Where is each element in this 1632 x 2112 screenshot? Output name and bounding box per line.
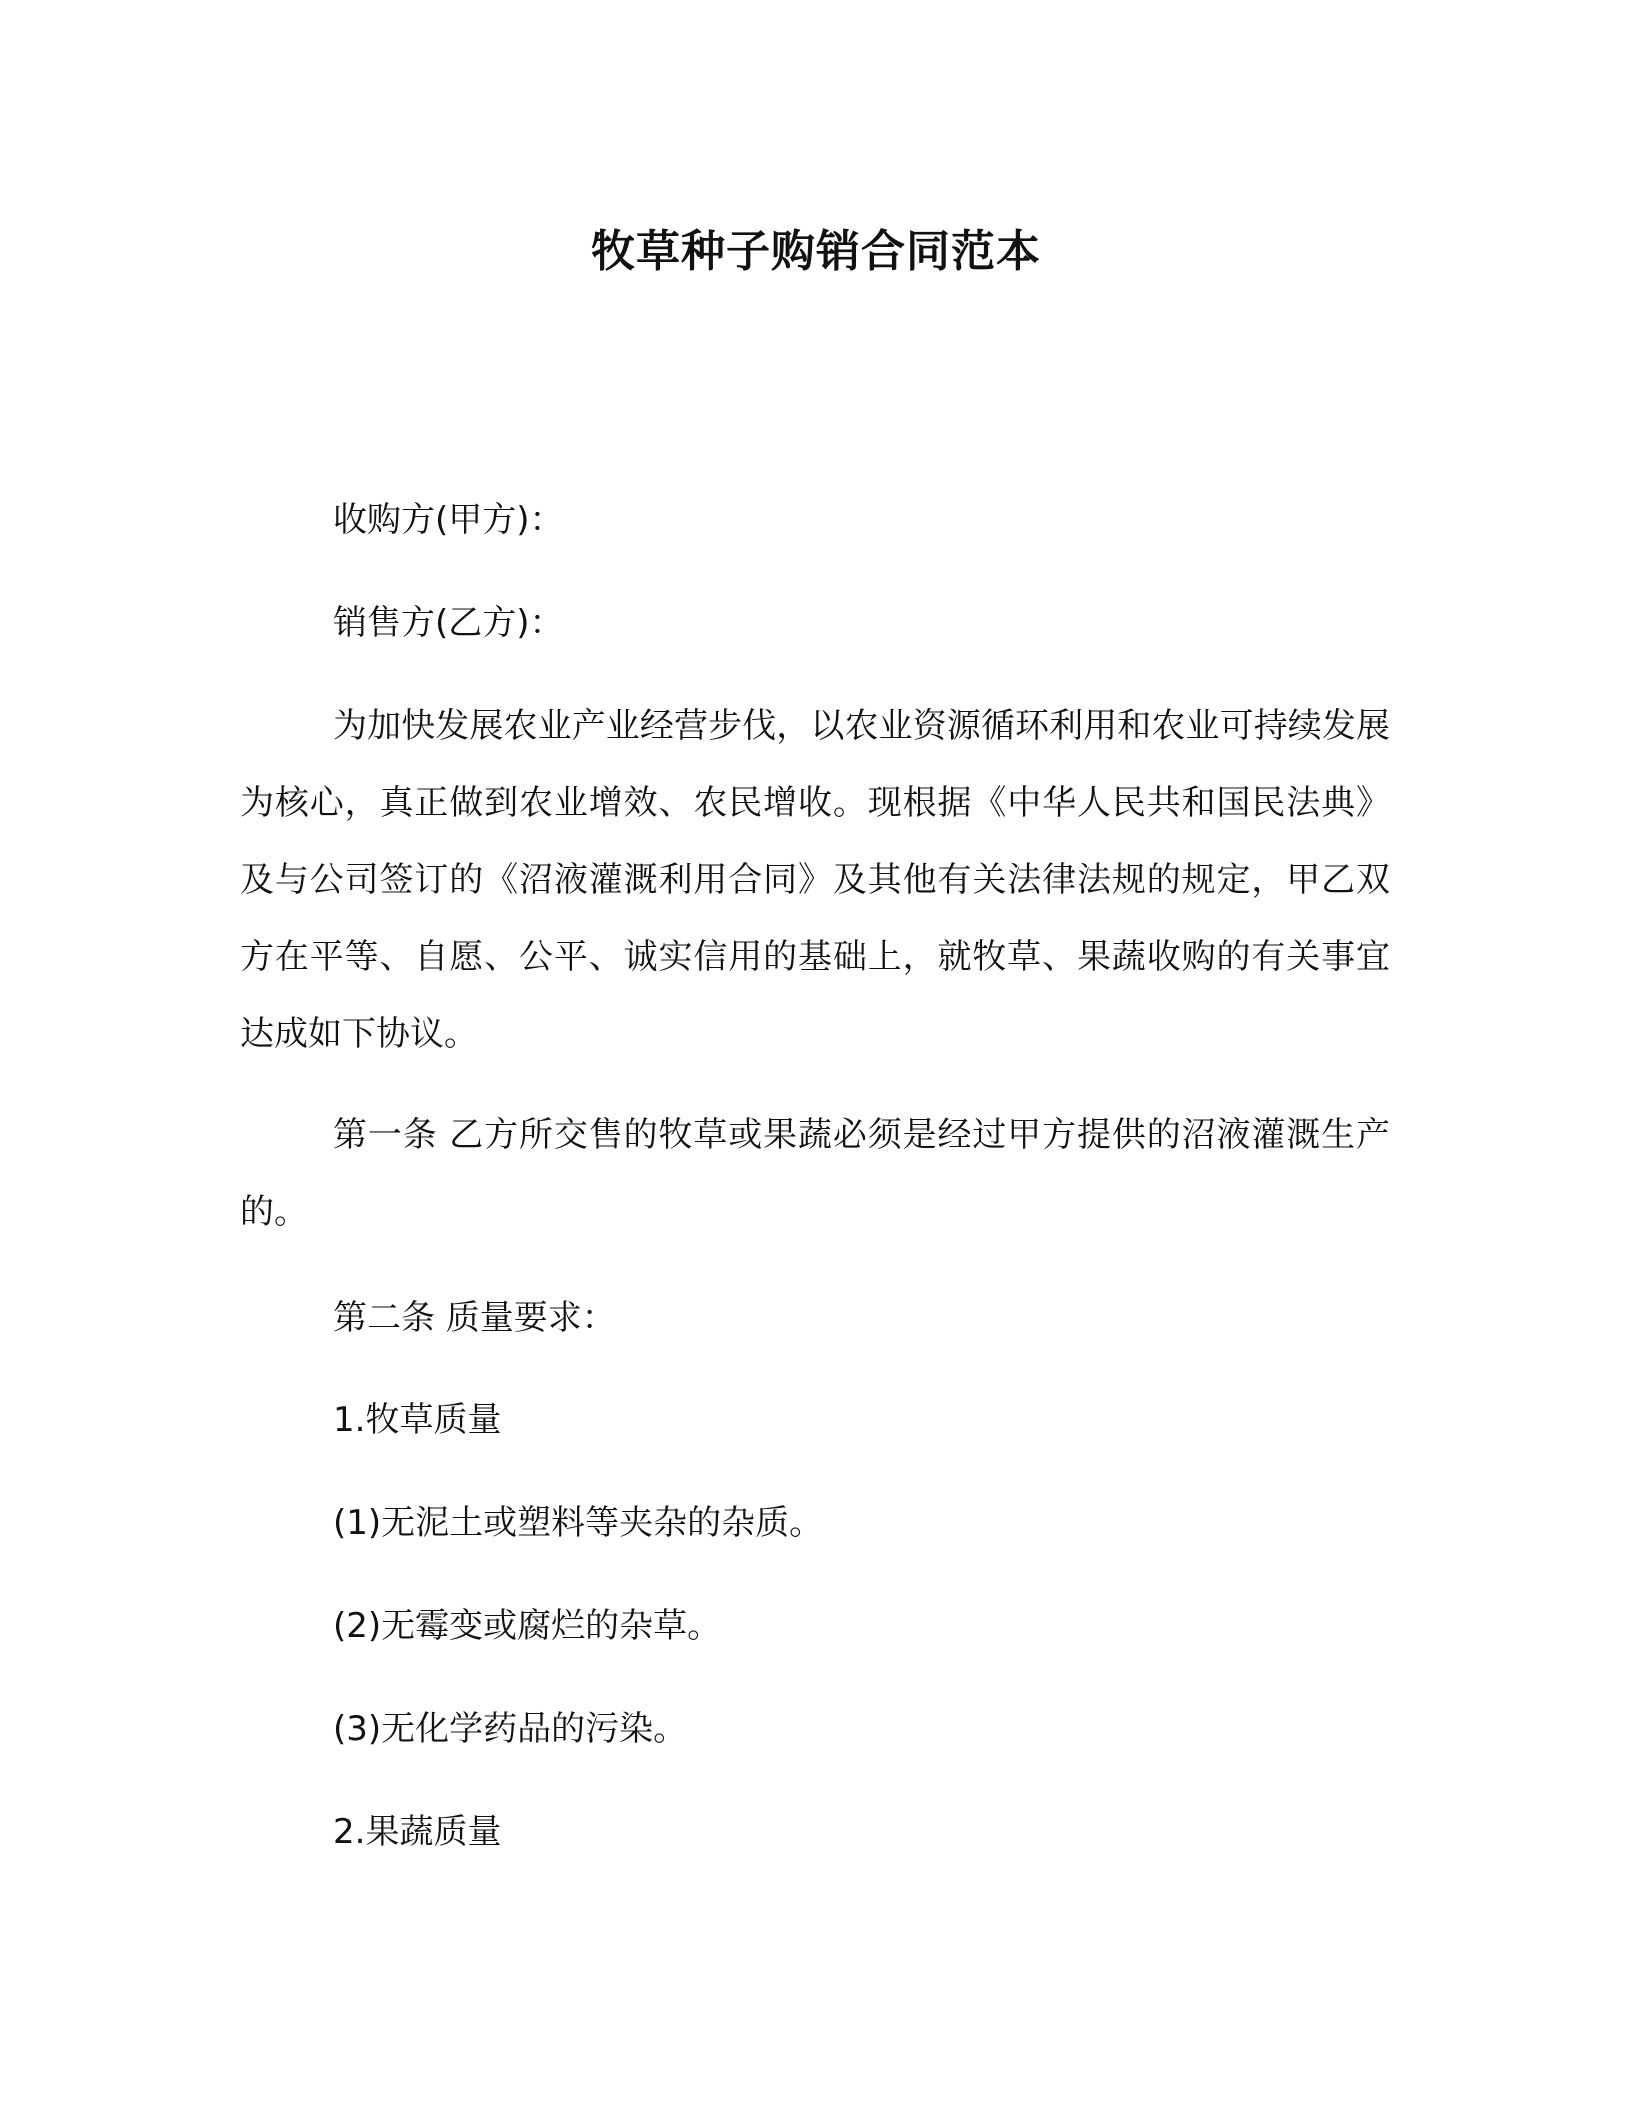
section-1-heading: 1.牧草质量 bbox=[333, 1400, 502, 1440]
article-2-heading: 第二条 质量要求： bbox=[333, 1298, 616, 1338]
seller-label: 销售方(乙方)： bbox=[333, 603, 564, 643]
preamble-paragraph: 为加快发展农业产业经营步伐，以农业资源循环利用和农业可持续发展为核心，真正做到农业增效、农民增收。现根据《中华人民共和国民法典》及与公司签订的《沼液灌溉利用合同》及其他有关法律法规的规定，甲乙双方在平等、自愿、公平、诚实信用的基础上，就牧草、果蔬收购的有关事宜达成如下协议。 bbox=[240, 706, 1390, 1054]
section-2-heading: 2.果蔬质量 bbox=[333, 1812, 502, 1852]
list-item-1: (1)无泥土或塑料等夹杂的杂质。 bbox=[333, 1503, 824, 1543]
article-1: 第一条 乙方所交售的牧草或果蔬必须是经过甲方提供的沼液灌溉生产的。 bbox=[240, 1115, 1390, 1232]
list-item-3: (3)无化学药品的污染。 bbox=[333, 1709, 688, 1749]
buyer-label: 收购方(甲方)： bbox=[333, 500, 564, 540]
list-item-2: (2)无霉变或腐烂的杂草。 bbox=[333, 1606, 722, 1646]
document-title: 牧草种子购销合同范本 bbox=[591, 226, 1041, 277]
